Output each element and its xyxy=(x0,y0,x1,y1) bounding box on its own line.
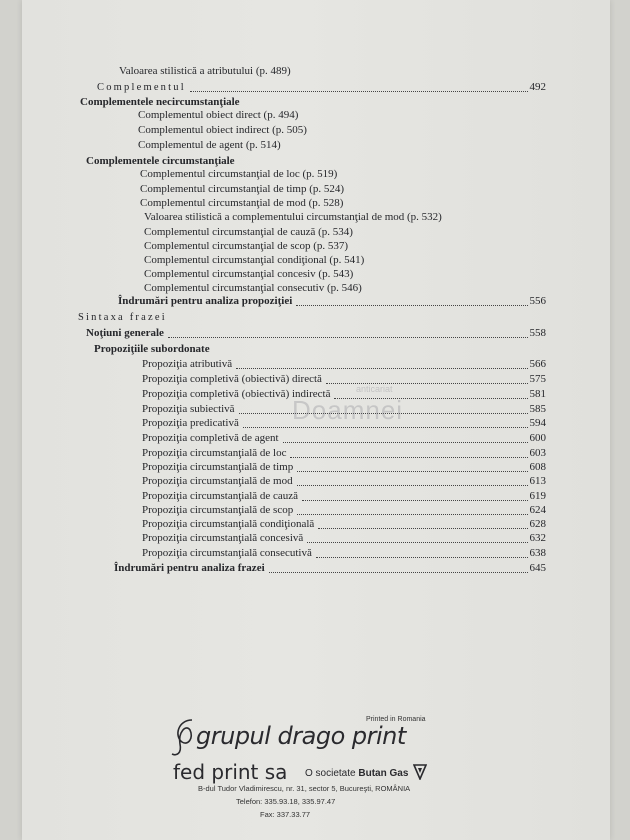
toc-page-number: 638 xyxy=(529,547,546,559)
toc-row xyxy=(144,210,444,225)
toc-entry-title: Complementul circumstanţial condiţional (p. 541) xyxy=(144,254,365,266)
toc-entry-title: Propoziţia circumstanţială condiţională xyxy=(142,518,315,530)
toc-row xyxy=(140,182,346,197)
toc-entry-title: Propoziţia predicativă xyxy=(142,417,239,429)
toc-page-number: 556 xyxy=(529,295,546,307)
toc-row xyxy=(78,310,169,325)
toc-entry-title: Îndrumări pentru analiza propoziţiei xyxy=(118,295,293,307)
logo-text: grupul drago print xyxy=(196,722,406,750)
toc-row xyxy=(142,357,528,372)
toc-entry-title: Complementul circumstanţial de cauză (p. 534) xyxy=(144,226,353,238)
toc-row xyxy=(138,138,283,153)
toc-leader-dots xyxy=(297,485,528,486)
toc-page-number: 632 xyxy=(529,532,546,544)
toc-row xyxy=(142,517,528,532)
toc-row xyxy=(144,225,355,240)
toc-page-number: 594 xyxy=(529,417,546,429)
toc-page-number: 585 xyxy=(529,403,546,415)
toc-row xyxy=(142,546,528,561)
printed-in: Printed in Romania xyxy=(366,716,426,723)
toc-leader-dots xyxy=(302,500,528,501)
toc-row xyxy=(140,167,339,182)
society-line xyxy=(305,768,408,779)
toc-row xyxy=(142,372,528,387)
toc-row xyxy=(138,123,309,138)
toc-entry-title: Propoziţia completivă (obiectivă) indirectă xyxy=(142,388,331,400)
toc-entry-title: Valoarea stilistică a atributului (p. 489) xyxy=(119,65,291,77)
toc-leader-dots xyxy=(168,337,528,338)
watermark: Doamnei xyxy=(292,395,404,425)
toc-entry-title: Propoziţia circumstanţială concesivă xyxy=(142,532,304,544)
toc-entry-title: Complementele circumstanţiale xyxy=(86,155,235,167)
toc-entry-title: Complementele necircumstanţiale xyxy=(80,96,240,108)
toc-entry-title: Propoziţia atributivă xyxy=(142,358,233,370)
toc-page-number: 492 xyxy=(529,81,546,93)
toc-entry-title: Propoziţia circumstanţială consecutivă xyxy=(142,547,312,559)
toc-entry-title: Valoarea stilistică a complementului circumstanţial de mod (p. 532) xyxy=(144,211,442,223)
watermark-small: anticariat xyxy=(356,384,393,394)
toc-entry-title: Complementul obiect indirect (p. 505) xyxy=(138,124,307,136)
toc-leader-dots xyxy=(283,442,528,443)
toc-leader-dots xyxy=(297,471,528,472)
toc-row xyxy=(144,253,366,268)
toc-leader-dots xyxy=(296,305,528,306)
toc-leader-dots xyxy=(316,557,528,558)
toc-page-number: 613 xyxy=(529,475,546,487)
toc-page-number: 558 xyxy=(529,327,546,339)
fax: Fax: 337.33.77 xyxy=(260,810,311,819)
toc-row xyxy=(142,489,528,504)
toc-row xyxy=(142,531,528,546)
butan-gas-icon xyxy=(413,764,427,780)
address: B-dul Tudor Vladimirescu, nr. 31, sector 5, Bucureşti, ROMÂNIA xyxy=(198,784,411,793)
toc-row xyxy=(118,294,528,309)
toc-row xyxy=(138,108,300,123)
toc-leader-dots xyxy=(243,427,528,428)
toc-entry-title: Propoziţia circumstanţială de cauză xyxy=(142,490,299,502)
toc-entry-title: Complementul xyxy=(97,82,186,93)
toc-entry-title: Propoziţia circumstanţială de mod xyxy=(142,475,293,487)
toc-leader-dots xyxy=(307,542,528,543)
toc-page-number: 628 xyxy=(529,518,546,530)
society-text: O societate xyxy=(305,768,356,779)
toc-leader-dots xyxy=(290,457,528,458)
toc-page-number: 581 xyxy=(529,388,546,400)
toc-leader-dots xyxy=(190,91,528,92)
toc-row xyxy=(144,239,350,254)
toc-row xyxy=(142,474,528,489)
toc-row xyxy=(142,431,528,446)
phone: Telefon: 335.93.18, 335.97.47 xyxy=(236,797,336,806)
toc-page-number: 645 xyxy=(529,562,546,574)
toc-row xyxy=(86,326,528,341)
brand-name: Butan Gas xyxy=(358,768,409,779)
toc-entry-title: Complementul circumstanţial de loc (p. 519) xyxy=(140,168,338,180)
toc-row xyxy=(144,267,355,282)
toc-entry-title: Complementul circumstanţial concesiv (p. 543) xyxy=(144,268,354,280)
toc-entry-title: Complementul de agent (p. 514) xyxy=(138,139,281,151)
toc-page-number: 566 xyxy=(529,358,546,370)
toc-row xyxy=(97,80,528,95)
toc-page-number: 600 xyxy=(529,432,546,444)
toc-leader-dots xyxy=(236,368,528,369)
toc-row xyxy=(142,503,528,518)
toc-page-number: 608 xyxy=(529,461,546,473)
toc-entry-title: Propoziţia completivă de agent xyxy=(142,432,279,444)
toc-row xyxy=(142,460,528,475)
toc-page-number: 603 xyxy=(529,447,546,459)
toc-entry-title: Propoziţia subiectivă xyxy=(142,403,235,415)
toc-page-number: 575 xyxy=(529,373,546,385)
toc-entry-title: Propoziţia circumstanţială de scop xyxy=(142,504,294,516)
toc-row xyxy=(140,196,345,211)
toc-entry-title: Complementul circumstanţial de mod (p. 528) xyxy=(140,197,344,209)
toc-page-number: 619 xyxy=(529,490,546,502)
toc-leader-dots xyxy=(318,528,528,529)
toc-entry-title: Complementul obiect direct (p. 494) xyxy=(138,109,299,121)
toc-entry-title: Complementul circumstanţial consecutiv (p. 546) xyxy=(144,282,362,294)
company-name: fed print sa xyxy=(173,760,288,784)
book-page xyxy=(22,0,610,840)
toc-entry-title: Propoziţiile subordonate xyxy=(94,343,210,355)
toc-leader-dots xyxy=(297,514,528,515)
toc-entry-title: Complementul circumstanţial de timp (p. 524) xyxy=(140,183,345,195)
toc-entry-title: Propoziţia circumstanţială de loc xyxy=(142,447,287,459)
toc-entry-title: Complementul circumstanţial de scop (p. 537) xyxy=(144,240,349,252)
toc-entry-title: Noţiuni generale xyxy=(86,327,164,339)
toc-row xyxy=(114,561,528,576)
toc-row xyxy=(142,446,528,461)
toc-row xyxy=(94,342,212,357)
toc-page-number: 624 xyxy=(529,504,546,516)
toc-entry-title: Propoziţia completivă (obiectivă) directă xyxy=(142,373,322,385)
toc-entry-title: Sintaxa frazei xyxy=(78,312,167,323)
toc-entry-title: Îndrumări pentru analiza frazei xyxy=(114,562,265,574)
toc-row xyxy=(119,64,293,79)
toc-leader-dots xyxy=(269,572,528,573)
toc-entry-title: Propoziţia circumstanţială de timp xyxy=(142,461,294,473)
